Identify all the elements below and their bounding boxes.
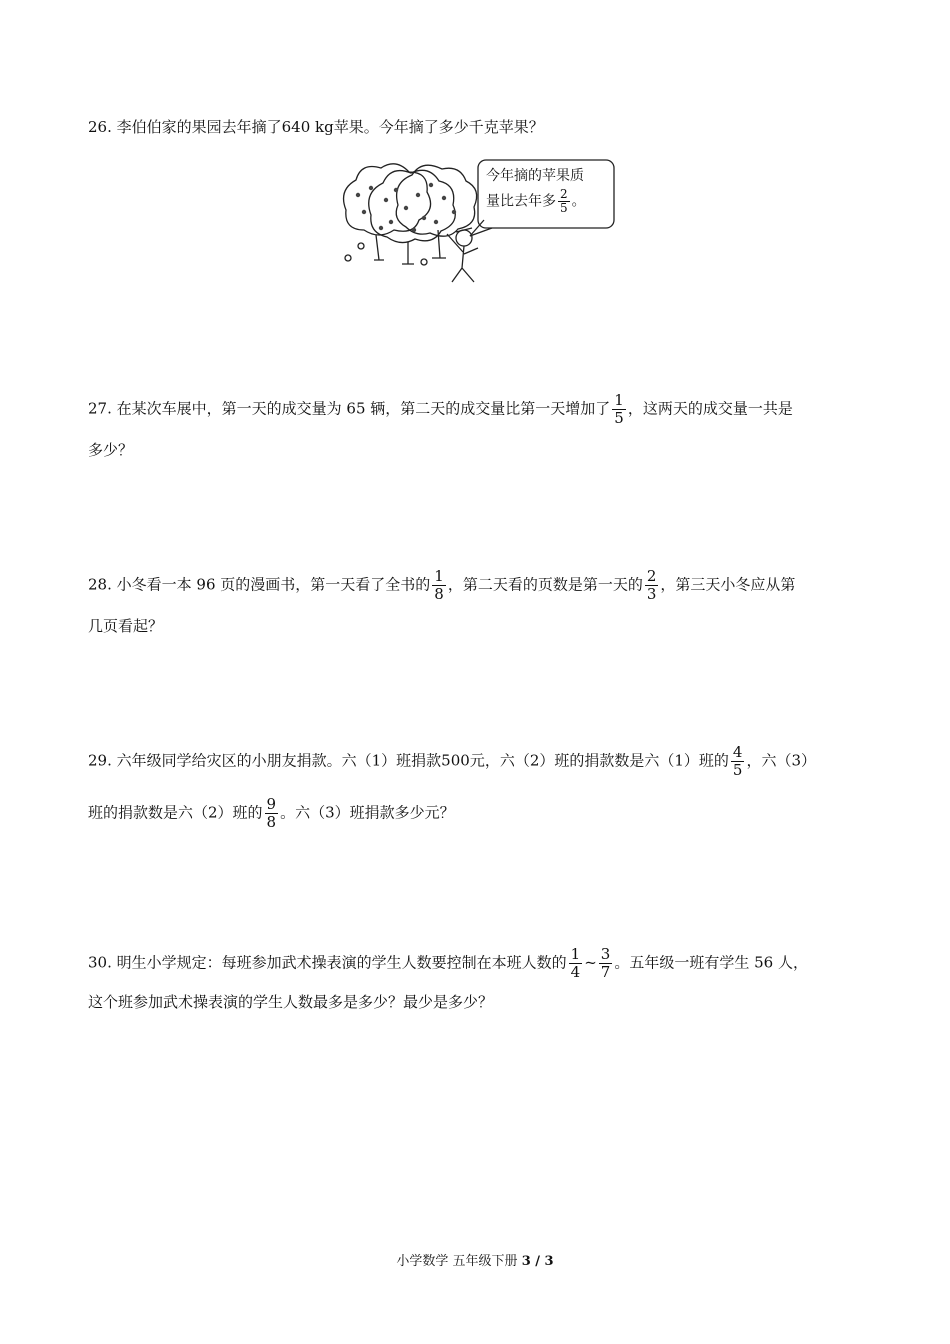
question-30-line-2: 这个班参加武术操表演的学生人数最多是多少？最少是多少？ [88,993,494,1011]
numerator: 1 [614,391,624,409]
question-text: 李伯伯家的果园去年摘了640 kg苹果。今年摘了多少千克苹果？ [116,118,544,136]
bubble-line-1: 今年摘的苹果质 [486,168,584,184]
denominator: 5 [732,761,743,779]
question-number: 28. [88,575,112,594]
question-text: 六年级同学给灾区的小朋友捐款。六（1）班捐款500元，六（2）班的捐款数是六（1）班的 [116,751,729,770]
numerator: 4 [732,743,743,761]
question-text: 。六（3）班捐款多少元？ [280,803,455,822]
fraction [432,568,446,603]
denominator: 8 [266,813,277,831]
range-tilde: ~ [584,953,597,972]
fraction [612,392,626,427]
numerator: 1 [570,945,581,963]
denominator: 7 [600,963,611,981]
question-text: ，六（3） [746,751,816,770]
question-text: 小冬看一本 96 页的漫画书，第一天看了全书的 [116,575,431,594]
question-text: 。五年级一班有学生 56 人， [614,953,808,972]
question-27-line-1 [88,392,793,427]
question-27-line-2: 多少？ [88,441,134,459]
question-30-line-1 [88,946,808,981]
numerator: 3 [600,945,611,963]
denominator: 5 [560,201,568,215]
question-number: 30. [88,953,112,972]
question-number: 29. [88,751,112,770]
question-number: 27. [88,399,112,418]
question-29-line-2 [88,796,455,831]
question-text: ，第二天看的页数是第一天的 [447,575,643,594]
page-number: 3 / 3 [521,1254,554,1269]
fraction [558,188,570,215]
question-number: 26. [88,118,112,136]
question-28-line-1 [88,568,795,603]
question-text: ，这两天的成交量一共是 [627,399,793,418]
question-text: 在某次车展中，第一天的成交量为 65 辆，第二天的成交量比第一天增加了 [116,399,611,418]
bubble-line-2 [486,188,586,215]
apple-orchard-illustration [336,150,616,290]
fraction [645,568,659,603]
denominator: 3 [646,585,657,603]
denominator: 8 [434,585,444,603]
fraction [599,946,613,981]
numerator: 1 [434,567,444,585]
numerator: 2 [646,567,657,585]
bubble-end: 。 [571,193,586,210]
denominator: 5 [614,409,624,427]
bubble-line-2-text: 量比去年多 [486,193,556,210]
question-text: 班的捐款数是六（2）班的 [88,803,263,822]
fraction [265,796,279,831]
question-text: 明生小学规定：每班参加武术操表演的学生人数要控制在本班人数的 [116,953,567,972]
footer-text: 小学数学 五年级下册 [396,1254,522,1269]
question-29-line-1 [88,744,816,779]
fraction [569,946,583,981]
denominator: 4 [570,963,581,981]
question-text: ，第三天小冬应从第 [660,575,796,594]
page-footer [0,1250,950,1269]
speech-bubble-text [486,164,586,215]
fraction [731,744,745,779]
numerator: 2 [560,187,568,201]
question-26-line [88,117,544,137]
question-28-line-2: 几页看起？ [88,617,164,635]
numerator: 9 [266,795,277,813]
